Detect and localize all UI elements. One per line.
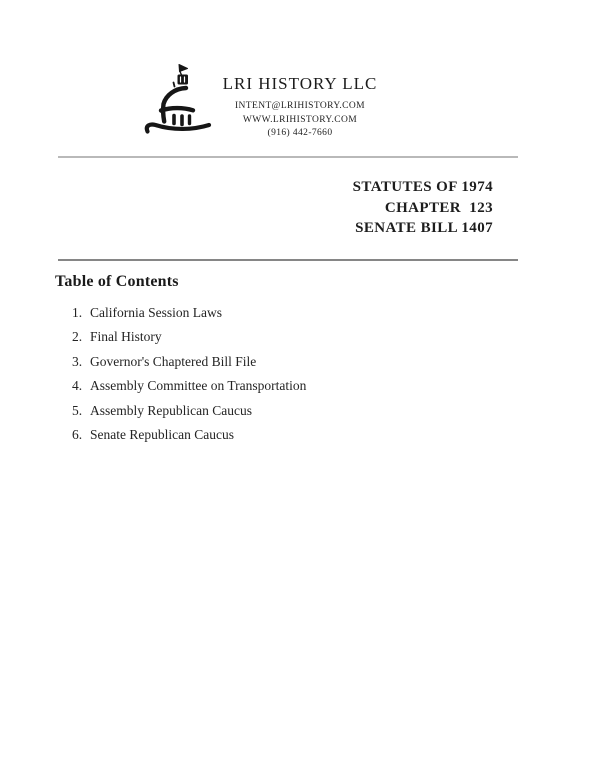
toc-item-label: Governor's Chaptered Bill File [90, 353, 257, 369]
toc-item-number: 4. [72, 378, 83, 394]
toc-item-label: Final History [90, 329, 162, 345]
phone-text: (916) 442-7660 [267, 128, 333, 138]
toc-title: Table of Contents [55, 273, 179, 290]
toc-item-governors-chaptered-bill-file [72, 350, 306, 374]
toc-item-assembly-republican-caucus [72, 399, 306, 423]
toc-item-assembly-committee-transportation [72, 374, 306, 398]
toc-item-label: Senate Republican Caucus [90, 427, 234, 443]
toc-item-label: Assembly Republican Caucus [90, 402, 252, 418]
section-divider [58, 259, 518, 261]
contact-block [0, 100, 600, 141]
statutes-year-line: STATUTES OF 1974 [352, 179, 493, 195]
toc-item-senate-republican-caucus [72, 423, 306, 447]
toc-item-number: 5. [72, 402, 83, 418]
website-text: WWW.LRIHISTORY.COM [242, 114, 358, 125]
toc-item-final-history [72, 325, 306, 349]
toc-item-label: Assembly Committee on Transportation [90, 378, 307, 394]
toc-item-number: 2. [72, 329, 83, 345]
toc-item-number: 3. [72, 353, 83, 369]
senate-bill-line: SENATE BILL 1407 [355, 220, 493, 236]
header-divider [58, 156, 518, 158]
letterhead [0, 74, 600, 141]
email-text: INTENT@LRIHISTORY.COM [234, 101, 365, 111]
document-info-block [353, 177, 493, 239]
toc-item-number: 6. [72, 427, 83, 443]
toc-list [72, 301, 306, 447]
chapter-line: CHAPTER 123 [384, 199, 493, 216]
toc-item-label: California Session Laws [90, 305, 222, 320]
company-name: LRI HISTORY LLC [222, 74, 378, 93]
toc-item-california-session-laws [72, 301, 306, 325]
toc-item-number: 1. [72, 305, 83, 320]
